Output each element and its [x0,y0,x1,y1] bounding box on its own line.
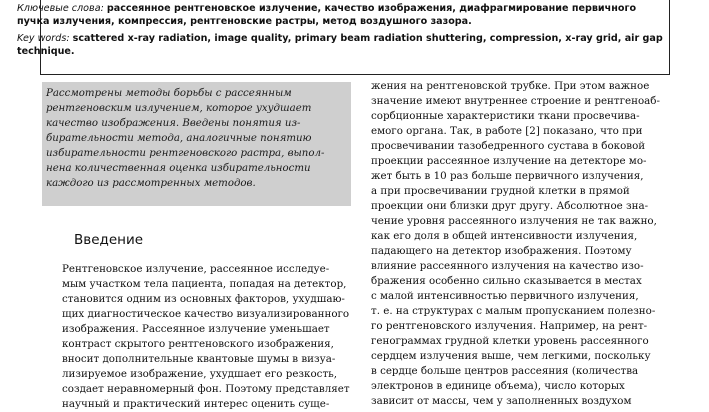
right-text-line: жет быть в 10 раз больше первичного излучения, [371,170,644,182]
right-text-line: жения на рентгеновской трубке. При этом важное [371,80,650,92]
right-text-line: а при просвечивании грудной клетки в прямой [371,185,630,197]
keywords-en-line-2 [17,45,617,58]
right-text-line: т. е. на структурах с малым пропусканием полезно- [371,305,656,317]
right-text-line: сердцем излучения выше, чем легкими, поскольку [371,350,651,362]
keywords-en-text-2: technique. [17,46,75,57]
right-text-line: как его доля в общей интенсивности излучения, [371,230,638,242]
left-text-line: Рентгеновское излучение, рассеянное исследуе- [62,263,330,275]
right-text-line: проекции рассеянное излучение на детекторе мо- [371,155,647,167]
left-text-line: контраст скрытого рентгеновского изображения, [62,338,334,350]
abstract-line: Рассмотрены методы борьбы с рассеянным [46,88,292,99]
right-text-line: емого органа. Так, в работе [2] показано, что при [371,125,643,137]
abstract-line: качество изображения. Введены понятия из- [46,118,301,129]
right-text-line: электронов в единице объема), число которых [371,380,625,392]
keywords-ru-line-2 [17,15,617,28]
abstract-line: каждого из рассмотренных методов. [46,178,256,189]
right-text-line: бражения особенно сильно сказывается в местах [371,275,642,287]
right-text-line: влияние рассеянного излучения на качество изо- [371,260,644,272]
right-text-line: чение уровня рассеянного излучения не так важно, [371,215,657,227]
left-text-line: щих диагностическое качество визуализированного [62,308,350,320]
keywords-ru-line-1 [17,2,637,15]
keywords-ru-text-1: рассеянное рентгеновское излучение, качество изображения, диафрагмирование первичного [106,3,637,14]
right-text-line: проекции они близки друг другу. Абсолютное зна- [371,200,649,212]
right-text-line: го рентгеновского излучения. Например, на рент- [371,320,648,332]
right-text-line: просвечивании тазобедренного сустава в боковой [371,140,646,152]
abstract-line: рентгеновским излучением, которое ухудшает [46,103,312,114]
abstract-line: избирательности рентгеновского растра, выпол- [46,148,325,159]
keywords-ru-text-2: пучка излучения, компрессия, рентгеновские растры, метод воздушного зазора. [17,16,472,27]
right-text-line: с малой интенсивностью первичного излучения, [371,290,639,302]
right-text-line: зависит от массы, чем у заполненных воздухом [371,395,632,407]
keywords-en-line-1 [17,32,663,45]
left-text-line: создает неравномерный фон. Поэтому представляет [62,383,350,395]
keywords-en-label: Key words: [17,33,70,44]
left-text-line: изображения. Рассеянное излучение уменьшает [62,323,330,335]
right-text-line: генограммах грудной клетки уровень рассеянного [371,335,649,347]
keywords-en-text-1: scattered x-ray radiation, image quality, primary beam radiation shuttering, compression, x-ray grid, air gap [72,33,663,44]
left-text-line: лизируемое изображение, ухудшает его резкость, [62,368,338,380]
left-text-line: мым участком тела пациента, попадая на детектор, [62,278,347,290]
right-text-line: падающего на детектор изображения. Поэтому [371,245,632,257]
right-text-line: в сердце больше центров рассеяния (количества [371,365,639,377]
left-text-line: вносит дополнительные квантовые шумы в визуа- [62,353,336,365]
section-heading: Введение [74,232,144,248]
left-text-line: научный и практический интерес оценить суще- [62,398,330,410]
keywords-ru-label: Ключевые слова: [17,3,104,14]
abstract-line: нена количественная оценка избирательности [46,163,311,174]
right-text-line: значение имеют внутреннее строение и рентгеноаб- [371,95,660,107]
left-text-line: становится одним из основных факторов, ухудшаю- [62,293,345,305]
abstract-line: бирательности метода, аналогичные понятию [46,133,312,144]
right-text-line: сорбционные характеристики ткани просвечива- [371,110,640,122]
